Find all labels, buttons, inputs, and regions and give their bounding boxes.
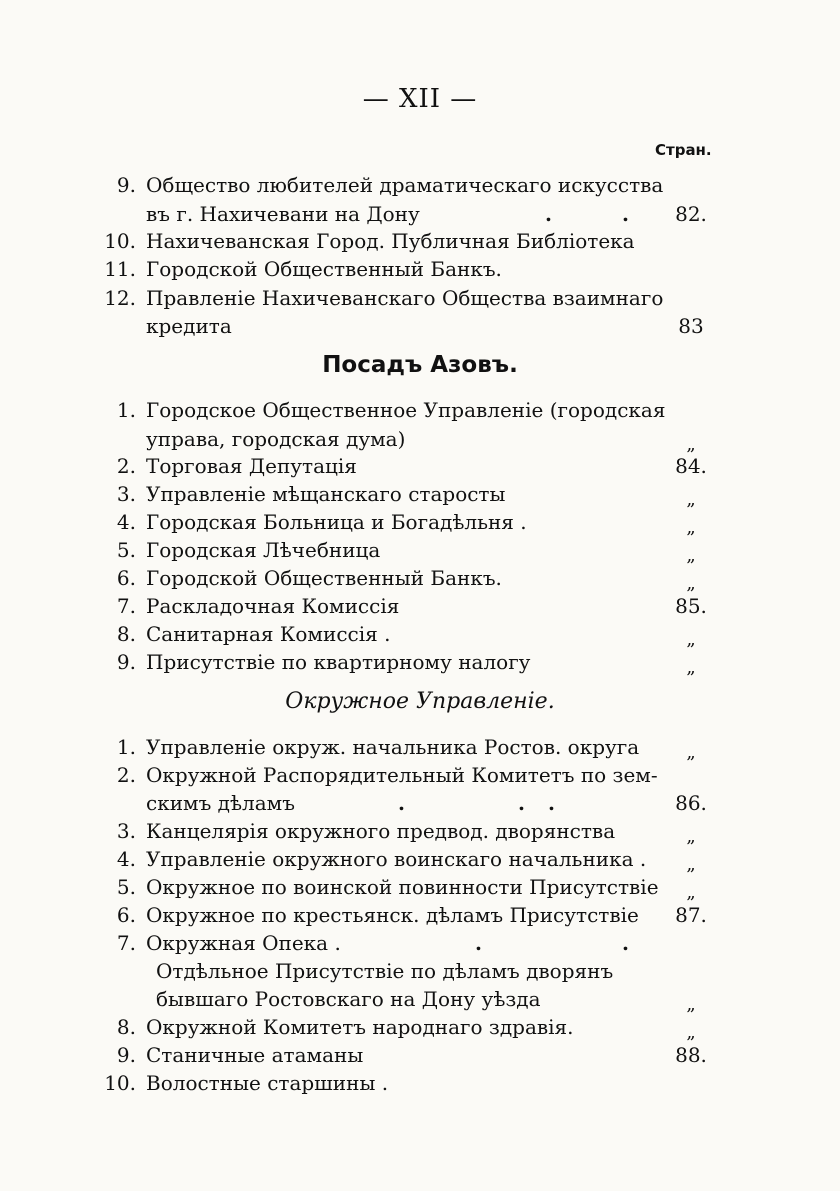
toc-entry: [0, 620, 840, 648]
entry-number: 12.: [104, 286, 136, 310]
toc-entry: [0, 648, 840, 676]
entry-number: 3.: [116, 482, 136, 506]
entry-title-cont: скимъ дѣламъ: [146, 791, 295, 815]
entry-number: 9.: [116, 1043, 136, 1067]
entry-page-ditto: „: [686, 657, 696, 678]
entry-page-ditto: „: [686, 629, 696, 650]
entry-number: 7.: [116, 931, 136, 955]
toc-entry: [0, 761, 840, 789]
entry-title: Волостные старшины .: [146, 1071, 389, 1095]
entry-page-ditto: „: [686, 573, 696, 594]
entry-title: Присутствіе по квартирному налогу: [146, 650, 531, 674]
entry-number: 9.: [116, 650, 136, 674]
entry-number: 1.: [116, 398, 136, 422]
toc-entry-continuation: [0, 200, 840, 228]
entry-number: 11.: [104, 257, 136, 281]
entry-page-ditto: „: [686, 854, 696, 875]
toc-entry: [0, 227, 840, 255]
entry-title: Городская Лѣчебница: [146, 538, 381, 562]
entry-title-cont: Отдѣльное Присутствіе по дѣламъ дворянъ: [156, 959, 614, 983]
entry-page: 83: [678, 314, 704, 338]
entry-title: Управленіе окружного воинскаго начальника .: [146, 847, 647, 871]
toc-entry-continuation: [0, 789, 840, 817]
toc-entry: [0, 817, 840, 845]
entry-title-cont: управа, городская дума): [146, 427, 406, 451]
entry-number: 9.: [116, 173, 136, 197]
entry-title: Окружное по крестьянск. дѣламъ Присутствіе: [146, 903, 639, 927]
entry-title-cont: бывшаго Ростовскаго на Дону уѣзда: [156, 987, 541, 1011]
entry-title: Санитарная Комиссія .: [146, 622, 391, 646]
leader-dot: .: [622, 931, 629, 955]
entry-title: Канцелярія окружного предвод. дворянства: [146, 819, 616, 843]
entry-page-ditto: „: [686, 742, 696, 763]
toc-entry: [0, 564, 840, 592]
section-heading: Посадъ Азовъ.: [322, 352, 518, 378]
toc-entry: [0, 171, 840, 199]
entry-title: Окружной Распорядительный Комитетъ по зем-: [146, 763, 658, 787]
toc-entry: [0, 480, 840, 508]
entry-title: Управленіе мѣщанскаго старосты: [146, 482, 506, 506]
entry-number: 2.: [116, 763, 136, 787]
entry-title: Окружная Опека .: [146, 931, 341, 955]
toc-entry: [0, 284, 840, 312]
entry-title: Раскладочная Комиссія: [146, 594, 400, 618]
leader-dot: .: [518, 791, 525, 815]
entry-title: Станичные атаманы: [146, 1043, 364, 1067]
toc-entry: [0, 845, 840, 873]
toc-entry: [0, 873, 840, 901]
entry-page-ditto: „: [686, 434, 696, 455]
entry-page-ditto: „: [686, 826, 696, 847]
entry-number: 7.: [116, 594, 136, 618]
leader-dot: .: [545, 202, 552, 226]
entry-number: 3.: [116, 819, 136, 843]
toc-entry: [0, 1069, 840, 1097]
entry-page: 86.: [675, 791, 707, 815]
entry-page: 84.: [675, 454, 707, 478]
entry-title: Городское Общественное Управленіе (городская: [146, 398, 666, 422]
entry-title: Торговая Депутація: [146, 454, 357, 478]
entry-page: 82.: [675, 202, 707, 226]
entry-number: 6.: [116, 903, 136, 927]
entry-title: Нахичеванская Город. Публичная Библіотека: [146, 229, 635, 253]
entry-title-cont: кредита: [146, 314, 232, 338]
entry-page: 87.: [675, 903, 707, 927]
toc-entry-continuation: [0, 312, 840, 340]
entry-number: 5.: [116, 875, 136, 899]
toc-entry: [0, 733, 840, 761]
entry-number: 5.: [116, 538, 136, 562]
leader-dot: .: [548, 791, 555, 815]
entry-number: 2.: [116, 454, 136, 478]
toc-entry-continuation: [0, 985, 840, 1013]
entry-page-ditto: „: [686, 882, 696, 903]
page-column-label: Стран.: [655, 141, 712, 159]
entry-page-ditto: „: [686, 1022, 696, 1043]
toc-entry: [0, 1013, 840, 1041]
toc-entry: [0, 1041, 840, 1069]
entry-title: Городская Больница и Богадѣльня .: [146, 510, 527, 534]
toc-entry: [0, 508, 840, 536]
entry-page-ditto: „: [686, 489, 696, 510]
toc-entry: [0, 901, 840, 929]
leader-dot: .: [398, 791, 405, 815]
entry-page: 85.: [675, 594, 707, 618]
entry-title: Управленіе окруж. начальника Ростов. округа: [146, 735, 640, 759]
entry-number: 1.: [116, 735, 136, 759]
page-header-numeral: — XII —: [362, 84, 478, 114]
entry-title-cont: въ г. Нахичевани на Дону: [146, 202, 420, 226]
toc-entry: [0, 255, 840, 283]
leader-dot: .: [622, 202, 629, 226]
entry-number: 4.: [116, 510, 136, 534]
toc-entry-continuation: [0, 425, 840, 453]
entry-number: 6.: [116, 566, 136, 590]
entry-page-ditto: „: [686, 517, 696, 538]
toc-entry: [0, 396, 840, 424]
section-heading: Окружное Управленіе.: [285, 689, 555, 714]
entry-number: 10.: [104, 229, 136, 253]
entry-number: 10.: [104, 1071, 136, 1095]
entry-title: Окружное по воинской повинности Присутствіе: [146, 875, 659, 899]
toc-entry-continuation: [0, 957, 840, 985]
leader-dot: .: [475, 931, 482, 955]
entry-number: 8.: [116, 622, 136, 646]
entry-title: Окружной Комитетъ народнаго здравія.: [146, 1015, 574, 1039]
toc-entry: [0, 592, 840, 620]
entry-page-ditto: „: [686, 994, 696, 1015]
entry-title: Городской Общественный Банкъ.: [146, 257, 502, 281]
toc-entry: [0, 929, 840, 957]
entry-title: Городской Общественный Банкъ.: [146, 566, 502, 590]
entry-number: 8.: [116, 1015, 136, 1039]
entry-number: 4.: [116, 847, 136, 871]
toc-entry: [0, 536, 840, 564]
entry-page: 88.: [675, 1043, 707, 1067]
entry-title: Общество любителей драматическаго искусства: [146, 173, 664, 197]
toc-entry: [0, 452, 840, 480]
entry-page-ditto: „: [686, 545, 696, 566]
entry-title: Правленіе Нахичеванскаго Общества взаимнаго: [146, 286, 664, 310]
